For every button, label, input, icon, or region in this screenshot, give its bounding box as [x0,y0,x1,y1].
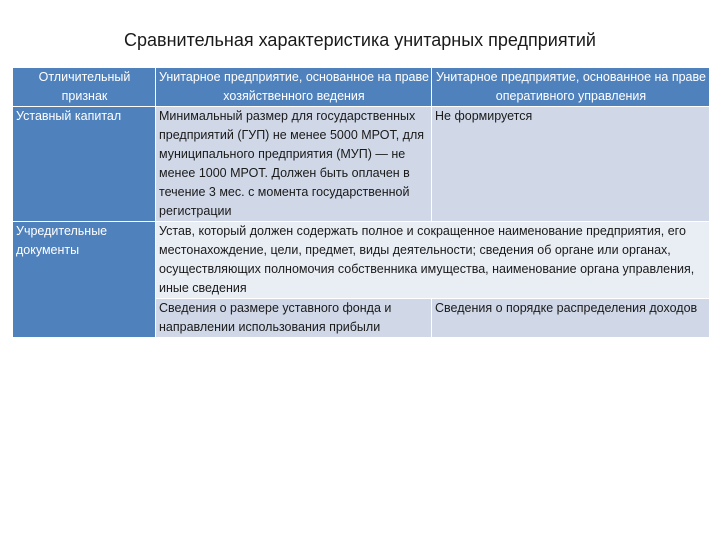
row-label-capital: Уставный капитал [13,107,156,222]
header-economic-management: Унитарное предприятие, основанное на праве хозяйственного ведения [156,68,432,107]
capital-economic-cell: Минимальный размер для государственных предприятий (ГУП) не менее 5000 МРОТ, для муниципального предприятия (МУП) — не менее 1000 МРОТ. Должен быть оплачен в течение 3 мес. с момента государственной регистрации [156,107,432,222]
documents-merged-cell: Устав, который должен содержать полное и сокращенное наименование предприятия, его местонахождение, цели, предмет, виды деятельности; сведения об органе или органах, осуществляющих полномочия собственника имущества, наименование органа управления, иные сведения [156,222,710,299]
table-row [13,107,710,222]
page-title: Сравнительная характеристика унитарных предприятий [124,30,596,50]
documents-economic-cell: Сведения о размере уставного фонда и направлении использования прибыли [156,299,432,338]
table-row [13,222,710,299]
capital-operational-cell: Не формируется [432,107,710,222]
header-feature: Отличительный признак [13,68,156,107]
comparison-table [12,67,710,338]
row-label-documents: Учредительные документы [13,222,156,338]
table-header-row [13,68,710,107]
documents-operational-cell: Сведения о порядке распределения доходов [432,299,710,338]
header-operational-management: Унитарное предприятие, основанное на праве оперативного управления [432,68,710,107]
